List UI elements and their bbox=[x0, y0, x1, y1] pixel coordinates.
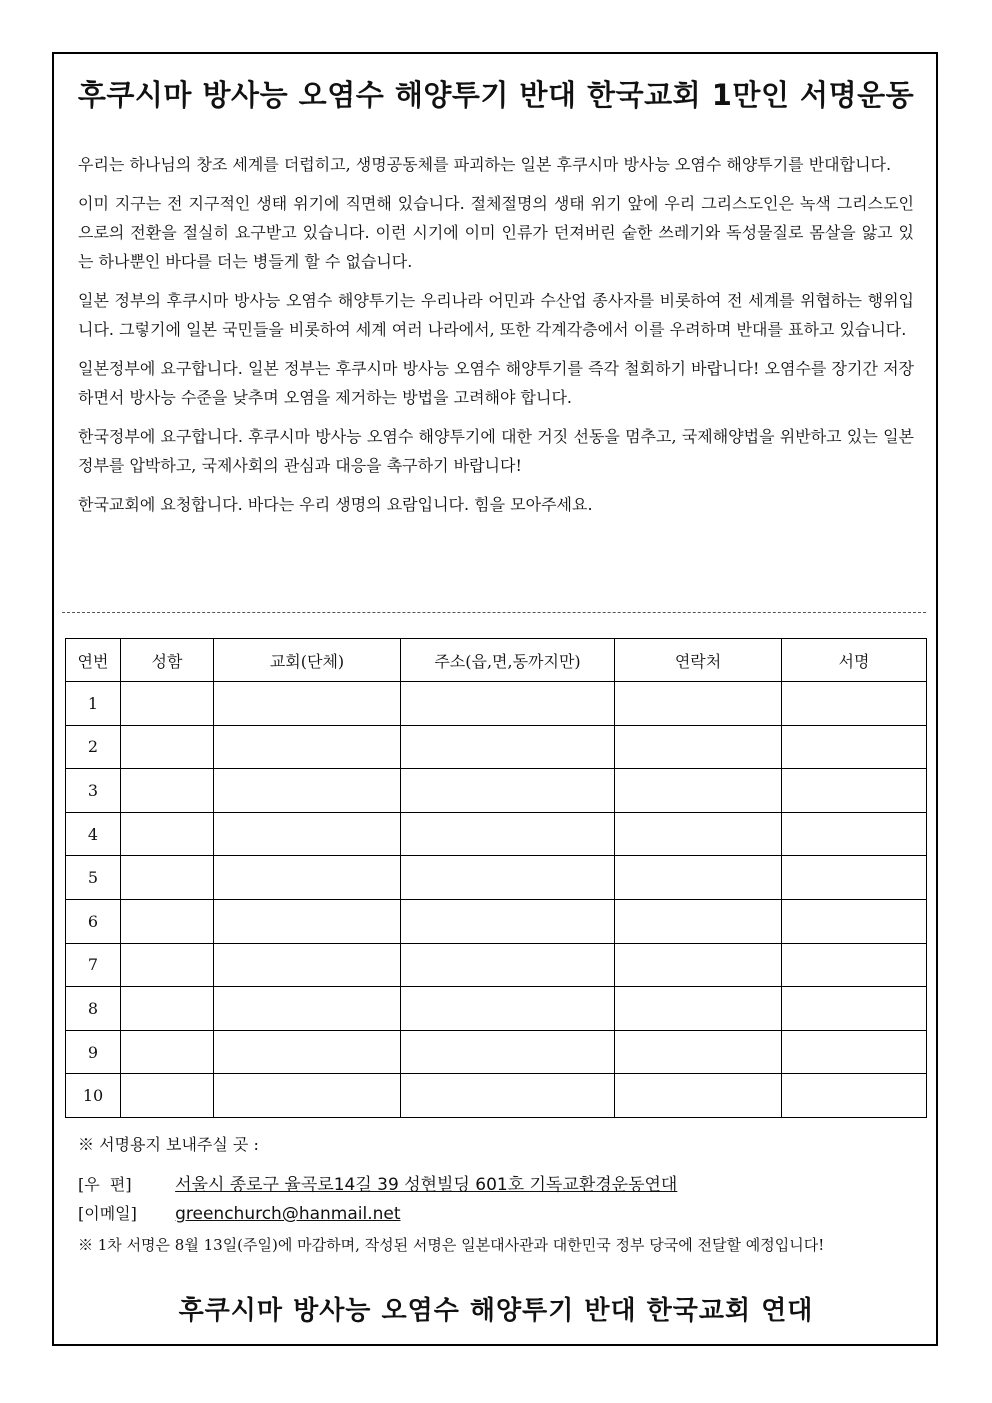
church-cell[interactable] bbox=[214, 725, 401, 769]
name-cell[interactable] bbox=[121, 856, 214, 900]
address-cell[interactable] bbox=[401, 812, 615, 856]
table-row bbox=[66, 856, 927, 900]
post-address-line bbox=[78, 1170, 928, 1199]
church-cell[interactable] bbox=[214, 769, 401, 813]
signature-cell[interactable] bbox=[782, 899, 927, 943]
name-cell[interactable] bbox=[121, 1074, 214, 1118]
church-cell[interactable] bbox=[214, 987, 401, 1031]
row-number: 6 bbox=[66, 899, 121, 943]
contact-cell[interactable] bbox=[615, 812, 782, 856]
signature-cell[interactable] bbox=[782, 769, 927, 813]
name-cell[interactable] bbox=[121, 943, 214, 987]
address-cell[interactable] bbox=[401, 899, 615, 943]
paragraph-4: 일본정부에 요구합니다. 일본 정부는 후쿠시마 방사능 오염수 해양투기를 즉각 철회하기 바랍니다! 오염수를 장기간 저장하면서 방사능 수준을 낮추며 오염을 제거하는 방법을 고려해야 합니다. bbox=[78, 359, 914, 407]
contact-cell[interactable] bbox=[615, 856, 782, 900]
table-row bbox=[66, 1074, 927, 1118]
send-to-heading: ※ 서명용지 보내주실 곳 : bbox=[78, 1135, 259, 1154]
table-row bbox=[66, 725, 927, 769]
contact-cell[interactable] bbox=[615, 899, 782, 943]
paragraph-3: 일본 정부의 후쿠시마 방사능 오염수 해양투기는 우리나라 어민과 수산업 종사자를 비롯하여 전 세계를 위협하는 행위입니다. 그렇기에 일본 국민들을 비롯하여 세계 여러 나라에서, 또한 각계각층에서 이를 우려하며 반대를 표하고 있습니다. bbox=[78, 291, 914, 339]
contact-cell[interactable] bbox=[615, 1074, 782, 1118]
send-to-section bbox=[78, 1130, 928, 1260]
row-number: 4 bbox=[66, 812, 121, 856]
email-line bbox=[78, 1199, 928, 1228]
row-number: 7 bbox=[66, 943, 121, 987]
church-cell[interactable] bbox=[214, 856, 401, 900]
name-cell[interactable] bbox=[121, 769, 214, 813]
address-cell[interactable] bbox=[401, 725, 615, 769]
address-cell[interactable] bbox=[401, 1074, 615, 1118]
email-label: [이메일] bbox=[78, 1204, 137, 1223]
table-row bbox=[66, 943, 927, 987]
paragraph-6: 한국교회에 요청합니다. 바다는 우리 생명의 요람입니다. 힘을 모아주세요. bbox=[78, 495, 593, 514]
header-address: 주소(읍,면,동까지만) bbox=[401, 639, 615, 682]
contact-cell[interactable] bbox=[615, 987, 782, 1031]
address-cell[interactable] bbox=[401, 987, 615, 1031]
table-row bbox=[66, 899, 927, 943]
signature-cell[interactable] bbox=[782, 1074, 927, 1118]
table-row bbox=[66, 769, 927, 813]
table-row bbox=[66, 1030, 927, 1074]
signature-cell[interactable] bbox=[782, 682, 927, 726]
email-link[interactable]: greenchurch@hanmail.net bbox=[175, 1204, 401, 1224]
address-cell[interactable] bbox=[401, 856, 615, 900]
name-cell[interactable] bbox=[121, 899, 214, 943]
row-number: 2 bbox=[66, 725, 121, 769]
statement-body bbox=[78, 150, 914, 529]
row-number: 1 bbox=[66, 682, 121, 726]
post-label: [우 편] bbox=[78, 1175, 132, 1194]
row-number: 3 bbox=[66, 769, 121, 813]
table-row bbox=[66, 682, 927, 726]
deadline-note: ※ 1차 서명은 8월 13일(주일)에 마감하며, 작성된 서명은 일본대사관과 대한민국 정부 당국에 전달할 예정입니다! bbox=[78, 1236, 825, 1254]
contact-cell[interactable] bbox=[615, 1030, 782, 1074]
table-header-row bbox=[66, 639, 927, 682]
table-row bbox=[66, 812, 927, 856]
address-cell[interactable] bbox=[401, 769, 615, 813]
row-number: 10 bbox=[66, 1074, 121, 1118]
header-number: 연번 bbox=[66, 639, 121, 682]
name-cell[interactable] bbox=[121, 725, 214, 769]
header-church: 교회(단체) bbox=[214, 639, 401, 682]
name-cell[interactable] bbox=[121, 1030, 214, 1074]
church-cell[interactable] bbox=[214, 899, 401, 943]
signature-table bbox=[65, 638, 927, 1118]
row-number: 9 bbox=[66, 1030, 121, 1074]
name-cell[interactable] bbox=[121, 682, 214, 726]
church-cell[interactable] bbox=[214, 1074, 401, 1118]
church-cell[interactable] bbox=[214, 682, 401, 726]
header-signature: 서명 bbox=[782, 639, 927, 682]
table-row bbox=[66, 987, 927, 1031]
church-cell[interactable] bbox=[214, 812, 401, 856]
signature-cell[interactable] bbox=[782, 987, 927, 1031]
paragraph-5: 한국정부에 요구합니다. 후쿠시마 방사능 오염수 해양투기에 대한 거짓 선동을 멈추고, 국제해양법을 위반하고 있는 일본 정부를 압박하고, 국제사회의 관심과 대응을 촉구하기 바랍니다! bbox=[78, 427, 914, 475]
address-cell[interactable] bbox=[401, 682, 615, 726]
post-address: 서울시 종로구 율곡로14길 39 성현빌딩 601호 기독교환경운동연대 bbox=[175, 1175, 678, 1195]
address-cell[interactable] bbox=[401, 943, 615, 987]
signature-cell[interactable] bbox=[782, 812, 927, 856]
footer-organization: 후쿠시마 방사능 오염수 해양투기 반대 한국교회 연대 bbox=[178, 1296, 814, 1326]
row-number: 5 bbox=[66, 856, 121, 900]
church-cell[interactable] bbox=[214, 1030, 401, 1074]
page-title: 후쿠시마 방사능 오염수 해양투기 반대 한국교회 1만인 서명운동 bbox=[77, 78, 915, 112]
paragraph-2: 이미 지구는 전 지구적인 생태 위기에 직면해 있습니다. 절체절명의 생태 위기 앞에 우리 그리스도인은 녹색 그리스도인으로의 전환을 절실히 요구받고 있습니다. 이런 시기에 이미 인류가 던져버린 숱한 쓰레기와 독성물질로 몸살을 앓고 있는 하나뿐인 바다를 더는 병들게 할 수 없습니다. bbox=[78, 194, 914, 271]
church-cell[interactable] bbox=[214, 943, 401, 987]
dashed-cut-line bbox=[62, 612, 926, 613]
address-cell[interactable] bbox=[401, 1030, 615, 1074]
header-name: 성함 bbox=[121, 639, 214, 682]
header-contact: 연락처 bbox=[615, 639, 782, 682]
contact-cell[interactable] bbox=[615, 943, 782, 987]
row-number: 8 bbox=[66, 987, 121, 1031]
name-cell[interactable] bbox=[121, 987, 214, 1031]
signature-cell[interactable] bbox=[782, 1030, 927, 1074]
contact-cell[interactable] bbox=[615, 682, 782, 726]
name-cell[interactable] bbox=[121, 812, 214, 856]
paragraph-1: 우리는 하나님의 창조 세계를 더럽히고, 생명공동체를 파괴하는 일본 후쿠시마 방사능 오염수 해양투기를 반대합니다. bbox=[78, 155, 892, 174]
signature-cell[interactable] bbox=[782, 856, 927, 900]
signature-cell[interactable] bbox=[782, 943, 927, 987]
contact-cell[interactable] bbox=[615, 769, 782, 813]
contact-cell[interactable] bbox=[615, 725, 782, 769]
signature-cell[interactable] bbox=[782, 725, 927, 769]
